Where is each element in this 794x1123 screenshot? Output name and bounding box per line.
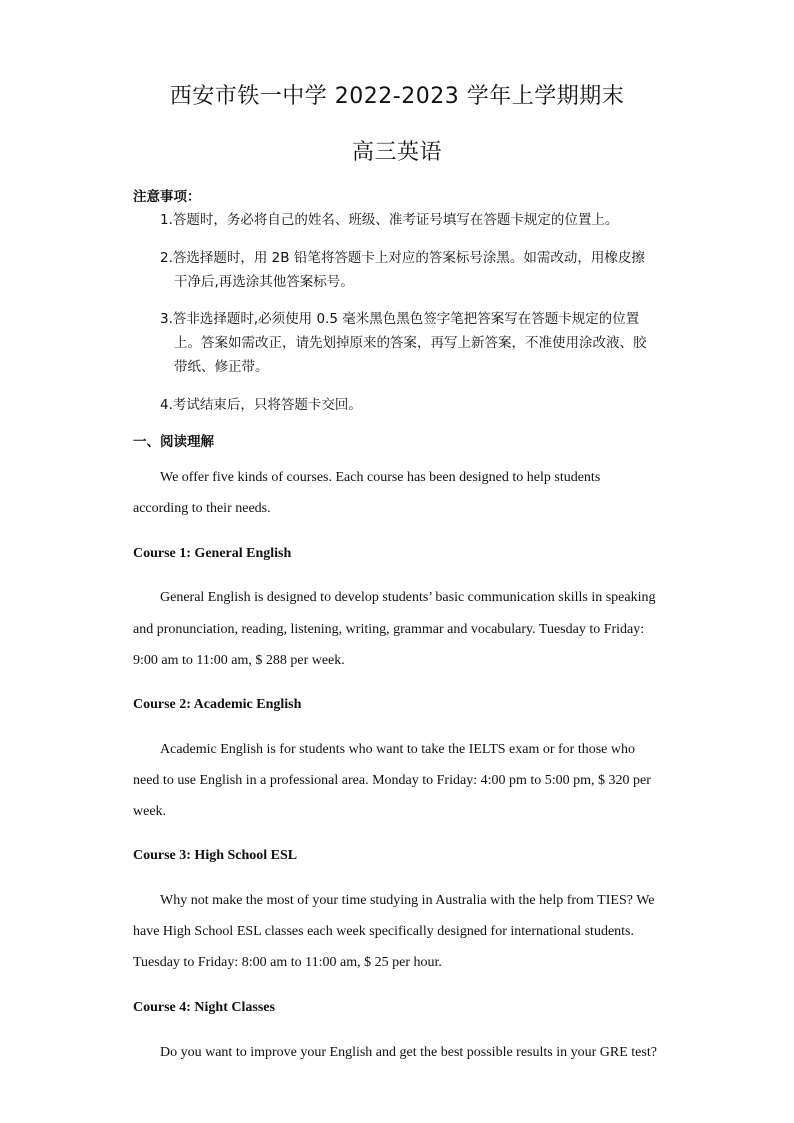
notice-item-3-line-3: 带纸、修正带。	[174, 359, 269, 375]
notice-item-3-line-2: 上。答案如需改正，请先划掉原来的答案，再写上新答案，不准使用涂改液、胶	[174, 335, 647, 351]
course-1-heading: Course 1: General English	[133, 546, 292, 561]
course-2-line-3: week.	[133, 804, 167, 819]
intro-line-2: according to their needs.	[133, 501, 271, 516]
notice-item-1: 1.答题时，务必将自己的姓名、班级、准考证号填写在答题卡规定的位置上。	[160, 212, 619, 228]
course-4-heading: Course 4: Night Classes	[133, 1000, 275, 1015]
intro-line-1: We offer five kinds of courses. Each course has been designed to help students	[160, 470, 601, 485]
exam-title: 西安市铁一中学 2022-2023 学年上学期期末	[169, 84, 625, 109]
notice-item-3-line-1: 3.答非选择题时,必须使用 0.5 毫米黑色黑色签字笔把答案写在答题卡规定的位置	[160, 311, 640, 327]
course-3-heading: Course 3: High School ESL	[133, 848, 298, 863]
course-1-line-3: 9:00 am to 11:00 am, $ 288 per week.	[133, 653, 345, 668]
course-4-line-1: Do you want to improve your English and get the best possible results in your GRE test?	[160, 1045, 657, 1060]
course-1-line-2: and pronunciation, reading, listening, writing, grammar and vocabulary. Tuesday to Friday:	[133, 622, 645, 637]
notice-item-4: 4.考试结束后，只将答题卡交回。	[160, 397, 362, 413]
notice-item-2-line-2: 干净后,再选涂其他答案标号。	[174, 274, 354, 290]
course-1-line-1: General English is designed to develop students’ basic communication skills in speaking	[160, 590, 656, 605]
course-3-line-2: have High School ESL classes each week specifically designed for international students.	[133, 924, 634, 939]
exam-subject: 高三英语	[351, 140, 442, 165]
course-3-line-1: Why not make the most of your time studying in Australia with the help from TIES? We	[160, 893, 655, 908]
course-2-line-1: Academic English is for students who want to take the IELTS exam or for those who	[160, 742, 635, 757]
section-heading-reading: 一、阅读理解	[133, 434, 214, 450]
notice-item-2-line-1: 2.答选择题时，用 2B 铅笔将答题卡上对应的答案标号涂黑。如需改动，用橡皮擦	[160, 250, 645, 266]
notice-heading: 注意事项：	[133, 189, 201, 205]
course-2-heading: Course 2: Academic English	[133, 697, 302, 712]
course-2-line-2: need to use English in a professional area. Monday to Friday: 4:00 pm to 5:00 pm, $ 320 per	[133, 773, 651, 788]
course-3-line-3: Tuesday to Friday: 8:00 am to 11:00 am, $ 25 per hour.	[133, 955, 442, 970]
